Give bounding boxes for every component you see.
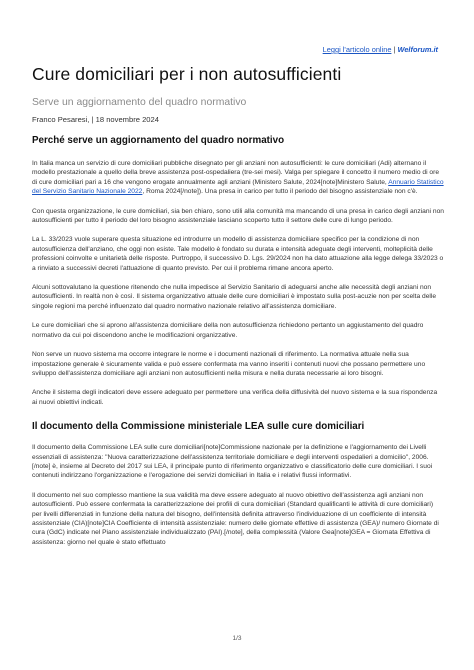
byline-separator: |: [91, 115, 94, 124]
article-source-line: [323, 45, 438, 54]
annuario-link[interactable]: Annuario Statistico del Servizio Sanitario Nazionale 2022: [32, 178, 444, 196]
article: [32, 64, 444, 547]
paragraph: La L. 33/2023 vuole superare questa situazione ed introdurre un modello di assistenza domiciliare specifico per la condizione di non autosufficienza dell'anziano, che oggi non esiste. Tale modello è fondato su durata e intensità adeguate degli interventi, molteplicità delle professioni coinvolte e unitarietà delle risposte. Purtroppo, il successivo D. Lgs. 29/2024 non ha dato attuazione alla legge delega 33/2023 o a rinviato a successivi decreti l'attuazione di quanto previsto. Per cui il problema rimane ancora aperto.: [32, 236, 444, 272]
publish-date: 18 novembre 2024: [95, 115, 159, 124]
paragraph: [32, 159, 444, 197]
article-title: Cure domiciliari per i non autosufficienti: [32, 64, 342, 84]
article-subtitle: Serve un aggiornamento del quadro normativo: [32, 97, 247, 108]
author: Franco Pesaresi,: [32, 115, 90, 124]
paragraph: Alcuni sottovalutano la questione ritenendo che nulla impedisce al Servizio Sanitario di adeguarsi anche alle necessità degli anziani non autosufficienti. In realtà non è così. Il sistema organizzativo attuale delle cure domiciliari è impostato sulla post-acuzie non per scelta delle singole regioni ma perché influenzato dal quadro normativo nazionale relativo all'assistenza domiciliare.: [32, 284, 437, 310]
paragraph: Il documento della Commissione LEA sulle cure domiciliari[note]Commissione nazionale per la definizione e l'aggiornamento dei Livelli essenziali di assistenza: "Nuova caratterizzazione dell'assistenza territoriale domiciliare e degli interventi ospedalieri a domicilio", 2006.[/note] è, insieme al Decreto del 2017 sui LEA, il principale punto di riferimento organizzativo e classificatorio delle cure domiciliari. I suoi contenuti indirizzano l'organizzazione e l'erogazione dei servizi domiciliari in Italia e i relativi flussi informativi.: [32, 444, 433, 480]
header-separator: |: [393, 45, 396, 54]
brand-name[interactable]: Welforum.it: [397, 45, 438, 54]
paragraph: Non serve un nuovo sistema ma occorre integrare le norme e i documenti nazionali di riferimento. La normativa attuale nella sua impostazione generale è sicuramente valida e può essere confermata ma vanno inseriti i contenuti nuovi che possano permettere uno sviluppo dell'assistenza domiciliare agli anziani non autosufficienti nella misura e nella durata necessarie ai loro bisogni.: [32, 351, 426, 377]
paragraph: Il documento nel suo complesso mantiene la sua validità ma deve essere adeguato al nuovo obiettivo dell'assistenza agli anziani non autosufficienti. Può essere confermata la caratterizzazione dei profili di cura domiciliari (Standard qualificanti le attività di cure domiciliari) per livelli differenziati in funzione della natura del bisogno, dell'intensità definita attraverso l'individuazione di un coefficiente di intensità assistenziale (CIA)[note]CIA Coefficiente di intensità assistenziale: numero delle giornate effettive di assistenza (GEA)/ numero Giornate di cura (GdC) indicate nel Piano assistenziale individualizzato (PAI).[/note], della complessità (Valore Gea[note]GEA = Giornata Effettiva di assistenza: giorno nel quale è stato effettuato: [32, 491, 439, 546]
section-heading: Il documento della Commissione ministeriale LEA sulle cure domiciliari: [32, 421, 365, 433]
section-heading: Perché serve un aggiornamento del quadro normativo: [32, 135, 285, 146]
paragraph: Con questa organizzazione, le cure domiciliari, sia ben chiaro, sono utili alla comunità ma mancando di una presa in carico degli anziani non autosufficienti per tutto il periodo del loro bisogno assistenziale lasciano scoperto tutto il settore delle cure di lungo periodo.: [32, 207, 444, 225]
read-online-link[interactable]: Leggi l'articolo online: [322, 45, 392, 54]
paragraph: Le cure domiciliari che si aprono all'assistenza domiciliare della non autosufficienza richiedono pertanto un aggiustamento del quadro normativo da cui poi discendono anche le modificazioni organizzative.: [32, 322, 424, 339]
page-number: 1/3: [232, 635, 242, 642]
paragraph-text: , Roma 2024[/note]). Una presa in carico per tutto il periodo del bisogno assistenziale non c'è.: [142, 188, 418, 196]
paragraph-text: In Italia manca un servizio di cure domiciliari pubbliche disegnato per gli anziani non autosufficienti: le cure domiciliari (Adi) alternano il modello prestazionale a quello della breve assistenza post-ospedaliera (tre-sei mesi). Valga per spiegare il concetto il numero medio di ore di cure domiciliari pari a 16 che vengono erogate annualmente agli anziani (Ministero Salute, 2024[note]Ministero Salute,: [32, 160, 440, 186]
paragraph: Anche il sistema degli indicatori deve essere adeguato per permettere una verifica della diffusività del nuovo sistema e la sua rispondenza ai nuovi obiettivi indicati.: [32, 389, 438, 406]
byline: [32, 115, 444, 125]
